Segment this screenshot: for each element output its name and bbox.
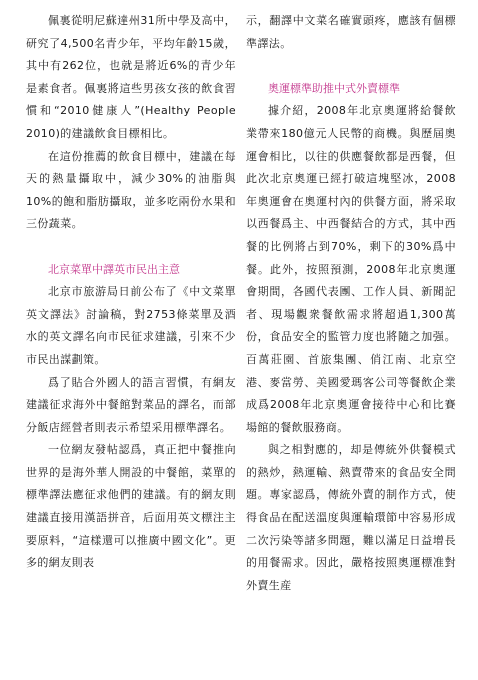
- paragraph: 一位網友發帖認爲，真正把中餐推向世界的是海外華人開設的中餐館，菜單的標準譯法應征求他們的建議。有的網友則建議直接用漢語拼音，后面用英文標注主要原料，“這樣還可以推廣中國文化”。更多的網友則表: [26, 443, 236, 570]
- section-heading: 北京菜單中譯英市民出主意: [48, 262, 180, 276]
- paragraph: 北京市旅游局日前公布了《中文菜單英文譯法》討論稿，對2753條菜單及酒水的英文譯名向市民征求建議，引來不少市民出謀劃策。: [26, 285, 236, 366]
- paragraph-continued: 示，翻譯中文菜名確實頭疼，應該有個標準譯法。: [246, 14, 456, 50]
- section-gap: [246, 55, 456, 78]
- section-gap: [26, 236, 236, 259]
- paragraph: 在這份推薦的飲食目標中，建議在每天的熱量攝取中，減少30%的油脂與10%的飽和脂肪攝取，並多吃兩份水果和三份蔬菜。: [26, 149, 236, 231]
- left-column: [26, 10, 236, 575]
- paragraph: 據介紹，2008年北京奧運將給餐飲業帶來180億元人民幣的商機。與歷屆奧運會相比，以往的供應餐飲都是西餐，但此次北京奧運已經打破這塊堅冰，2008年奧運會在奧運村內的供餐方面，將采取以西餐爲主、中西餐結合的方式，其中西餐的比例將占到70%，剩下的30%爲中餐。此外，按照預測，2008年北京奧運會期間，各國代表團、工作人員、新聞記者、現場觀衆餐飲需求將超過1,300萬份，食品安全的監管力度也將隨之加强。百萬莊園、首旅集團、俏江南、北京空港、麥當勞、美國愛瑪客公司等餐飲企業成爲2008年北京奧運會接待中心和比賽場館的餐飲服務商。: [246, 104, 456, 434]
- paragraph: 與之相對應的，却是傳統外供餐模式的熱炒，熱運輸、熱賣帶來的食品安全問題。專家認爲，傳統外賣的制作方式，使得食品在配送溫度與運輸環節中容易形成二次污染等諸多問題，難以滿足日益增長的用餐需求。因此，嚴格按照奧運標准對外賣生産: [246, 443, 456, 592]
- paragraph: 佩裏從明尼蘇達州31所中學及高中，研究了4,500名青少年，平均年齡15歲，其中有262位，也就是將近6%的青少年是素食者。佩裏將這些男孩女孩的飲食習慣和“2010健康人”(Healthy People 2010)的建議飲食目標相比。: [26, 14, 236, 140]
- section-heading: 奧運標準助推中式外賣標準: [268, 81, 400, 95]
- paragraph: 爲了貼合外國人的語言習慣，有網友建議征求海外中餐館對菜品的譯名，而部分飯店經營者則表示希望采用標準譯名。: [26, 375, 236, 434]
- right-column: [246, 10, 456, 597]
